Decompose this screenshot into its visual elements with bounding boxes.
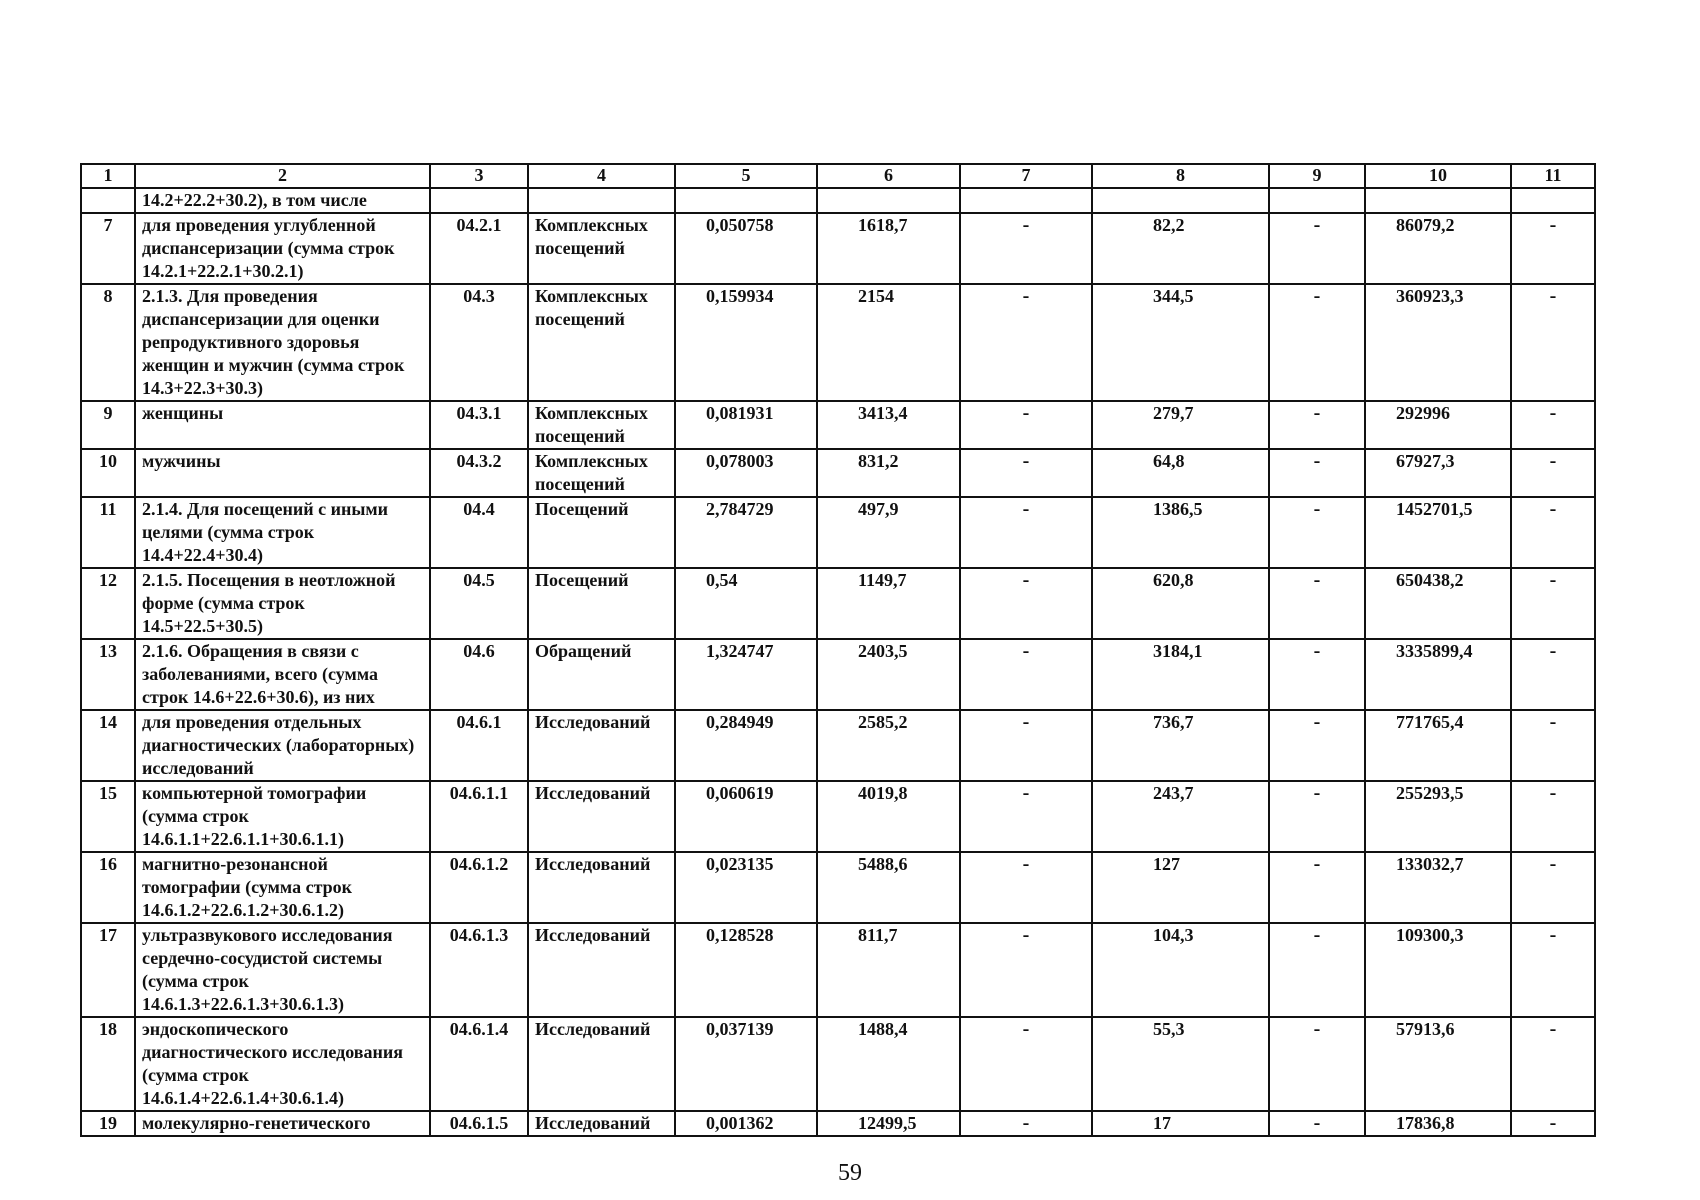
table-row [81,1111,1595,1136]
table-cell-col-11: - [1511,284,1595,401]
table-cell-col-11: - [1511,401,1595,449]
table-cell-col-2: 2.1.3. Для проведения диспансеризации для оценки репродуктивного здоровья женщин и мужчин (сумма строк 14.3+22.3+30.3) [135,284,430,401]
table-cell-col-6: 3413,4 [817,401,960,449]
column-number-10: 10 [1365,164,1511,188]
column-number-3: 3 [430,164,528,188]
table-cell-col-3: 04.5 [430,568,528,639]
table-cell-col-5: 0,159934 [675,284,817,401]
table-cell-col-4: Комплексных посещений [528,284,675,401]
table-row [81,449,1595,497]
table-cell-col-10: 1452701,5 [1365,497,1511,568]
table-cell-col-11: - [1511,710,1595,781]
table-cell-col-5: 0,050758 [675,213,817,284]
table-cell-col-11: - [1511,639,1595,710]
table-cell-col-8: 64,8 [1092,449,1269,497]
table-cell-col-2: для проведения углубленной диспансеризации (сумма строк 14.2.1+22.2.1+30.2.1) [135,213,430,284]
table-cell-col-3: 04.6 [430,639,528,710]
table-cell-col-3: 04.6.1.2 [430,852,528,923]
column-number-11: 11 [1511,164,1595,188]
table-cell-col-10: 771765,4 [1365,710,1511,781]
table-cell-col-5: 0,081931 [675,401,817,449]
column-number-5: 5 [675,164,817,188]
table-row [81,923,1595,1017]
table-cell-col-9: - [1269,781,1365,852]
column-number-2: 2 [135,164,430,188]
table-cell-col-5: 0,128528 [675,923,817,1017]
table-cell-col-7: - [960,710,1092,781]
table-cell-col-3: 04.3.2 [430,449,528,497]
table-cell-col-7 [960,188,1092,213]
column-number-row [81,164,1595,188]
table-cell-col-1 [81,188,135,213]
table-cell-col-7: - [960,568,1092,639]
table-row [81,497,1595,568]
table-cell-col-6: 12499,5 [817,1111,960,1136]
table-cell-col-4: Исследований [528,852,675,923]
table-cell-col-1: 16 [81,852,135,923]
table-cell-col-8: 17 [1092,1111,1269,1136]
table-cell-col-1: 10 [81,449,135,497]
table-cell-col-3: 04.4 [430,497,528,568]
table-cell-col-3: 04.6.1.3 [430,923,528,1017]
table-row [81,852,1595,923]
table-cell-col-8: 279,7 [1092,401,1269,449]
table-cell-col-6: 4019,8 [817,781,960,852]
table-cell-col-8: 620,8 [1092,568,1269,639]
table-cell-col-4 [528,188,675,213]
table-cell-col-1: 8 [81,284,135,401]
table-cell-col-11: - [1511,449,1595,497]
table-cell-col-9: - [1269,639,1365,710]
table-row [81,188,1595,213]
table-cell-col-9: - [1269,497,1365,568]
table-cell-col-4: Исследований [528,1111,675,1136]
table-cell-col-8: 736,7 [1092,710,1269,781]
table-cell-col-3: 04.6.1.5 [430,1111,528,1136]
table-cell-col-7: - [960,284,1092,401]
table-cell-col-3: 04.3 [430,284,528,401]
table-cell-col-9: - [1269,852,1365,923]
table-cell-col-9: - [1269,401,1365,449]
table-row [81,568,1595,639]
table-cell-col-1: 17 [81,923,135,1017]
table-cell-col-2: 2.1.5. Посещения в неотложной форме (сумма строк 14.5+22.5+30.5) [135,568,430,639]
table-cell-col-4: Комплексных посещений [528,401,675,449]
table-cell-col-8: 243,7 [1092,781,1269,852]
table-cell-col-5: 0,060619 [675,781,817,852]
table-cell-col-9: - [1269,1111,1365,1136]
table-cell-col-7: - [960,449,1092,497]
table-cell-col-2: ультразвукового исследования сердечно-сосудистой системы (сумма строк 14.6.1.3+22.6.1.3+30.6.1.3) [135,923,430,1017]
table-cell-col-6: 811,7 [817,923,960,1017]
table-cell-col-11: - [1511,923,1595,1017]
column-number-6: 6 [817,164,960,188]
table-cell-col-2: эндоскопического диагностического исследования (сумма строк 14.6.1.4+22.6.1.4+30.6.1.4) [135,1017,430,1111]
table-cell-col-10: 57913,6 [1365,1017,1511,1111]
table-cell-col-6: 5488,6 [817,852,960,923]
table-cell-col-2: 2.1.6. Обращения в связи с заболеваниями, всего (сумма строк 14.6+22.6+30.6), из них [135,639,430,710]
table-cell-col-8: 3184,1 [1092,639,1269,710]
table-cell-col-9: - [1269,1017,1365,1111]
table-cell-col-8: 104,3 [1092,923,1269,1017]
table-cell-col-4: Обращений [528,639,675,710]
table-row [81,639,1595,710]
table-cell-col-8: 55,3 [1092,1017,1269,1111]
table-cell-col-9: - [1269,710,1365,781]
table-cell-col-5: 0,284949 [675,710,817,781]
table-cell-col-9: - [1269,449,1365,497]
table-cell-col-4: Исследований [528,781,675,852]
table-cell-col-2: магнитно-резонансной томографии (сумма строк 14.6.1.2+22.6.1.2+30.6.1.2) [135,852,430,923]
table-cell-col-1: 14 [81,710,135,781]
table-row [81,710,1595,781]
table-cell-col-6: 1618,7 [817,213,960,284]
column-number-4: 4 [528,164,675,188]
table-cell-col-5: 2,784729 [675,497,817,568]
table-cell-col-11 [1511,188,1595,213]
table-cell-col-10: 86079,2 [1365,213,1511,284]
table-cell-col-1: 18 [81,1017,135,1111]
table-cell-col-11: - [1511,852,1595,923]
table-cell-col-9: - [1269,284,1365,401]
table-cell-col-1: 11 [81,497,135,568]
table-row [81,781,1595,852]
table-cell-col-2: 14.2+22.2+30.2), в том числе [135,188,430,213]
table-cell-col-3: 04.6.1 [430,710,528,781]
table-cell-col-2: компьютерной томографии (сумма строк 14.6.1.1+22.6.1.1+30.6.1.1) [135,781,430,852]
table-cell-col-7: - [960,497,1092,568]
table-cell-col-4: Исследований [528,1017,675,1111]
table-row [81,1017,1595,1111]
table-cell-col-10: 133032,7 [1365,852,1511,923]
table-cell-col-11: - [1511,497,1595,568]
table-cell-col-3 [430,188,528,213]
table-cell-col-1: 7 [81,213,135,284]
table-cell-col-9: - [1269,923,1365,1017]
table-cell-col-5: 0,001362 [675,1111,817,1136]
table-cell-col-7: - [960,401,1092,449]
table-cell-col-8: 1386,5 [1092,497,1269,568]
page-number: 59 [838,1160,862,1186]
table-cell-col-7: - [960,1111,1092,1136]
table-cell-col-11: - [1511,781,1595,852]
table-row [81,401,1595,449]
table-cell-col-11: - [1511,568,1595,639]
table-cell-col-6: 831,2 [817,449,960,497]
table-cell-col-7: - [960,213,1092,284]
table-cell-col-5: 0,037139 [675,1017,817,1111]
table-cell-col-9: - [1269,568,1365,639]
table-cell-col-1: 15 [81,781,135,852]
table-cell-col-4: Посещений [528,497,675,568]
column-number-8: 8 [1092,164,1269,188]
table-cell-col-10: 67927,3 [1365,449,1511,497]
table-cell-col-1: 19 [81,1111,135,1136]
table-cell-col-2: 2.1.4. Для посещений с иными целями (сумма строк 14.4+22.4+30.4) [135,497,430,568]
table-cell-col-5: 0,54 [675,568,817,639]
table-cell-col-6: 497,9 [817,497,960,568]
table-cell-col-1: 9 [81,401,135,449]
table-cell-col-10: 292996 [1365,401,1511,449]
table-cell-col-4: Комплексных посещений [528,449,675,497]
table-cell-col-10: 3335899,4 [1365,639,1511,710]
table-cell-col-3: 04.3.1 [430,401,528,449]
table-cell-col-6: 2585,2 [817,710,960,781]
table-cell-col-6 [817,188,960,213]
table-cell-col-5: 1,324747 [675,639,817,710]
table-cell-col-10 [1365,188,1511,213]
column-number-1: 1 [81,164,135,188]
table-cell-col-8 [1092,188,1269,213]
table-cell-col-1: 13 [81,639,135,710]
table-cell-col-7: - [960,923,1092,1017]
table-cell-col-5: 0,078003 [675,449,817,497]
table-cell-col-11: - [1511,1111,1595,1136]
column-number-7: 7 [960,164,1092,188]
table-cell-col-5 [675,188,817,213]
table-cell-col-8: 344,5 [1092,284,1269,401]
table-cell-col-6: 1488,4 [817,1017,960,1111]
table-cell-col-10: 109300,3 [1365,923,1511,1017]
table-cell-col-8: 82,2 [1092,213,1269,284]
table-cell-col-3: 04.6.1.1 [430,781,528,852]
data-table [80,163,1596,1137]
table-cell-col-11: - [1511,1017,1595,1111]
table-cell-col-9 [1269,188,1365,213]
table-cell-col-5: 0,023135 [675,852,817,923]
table-cell-col-4: Исследований [528,710,675,781]
column-number-9: 9 [1269,164,1365,188]
table-cell-col-1: 12 [81,568,135,639]
table-cell-col-7: - [960,639,1092,710]
table-row [81,213,1595,284]
table-cell-col-10: 650438,2 [1365,568,1511,639]
table-cell-col-2: молекулярно-генетического [135,1111,430,1136]
table-cell-col-9: - [1269,213,1365,284]
table-cell-col-3: 04.2.1 [430,213,528,284]
table-cell-col-2: для проведения отдельных диагностических (лабораторных) исследований [135,710,430,781]
table-cell-col-4: Посещений [528,568,675,639]
table-cell-col-7: - [960,781,1092,852]
table-cell-col-7: - [960,852,1092,923]
table-row [81,284,1595,401]
table-cell-col-6: 1149,7 [817,568,960,639]
table-cell-col-6: 2403,5 [817,639,960,710]
table-cell-col-3: 04.6.1.4 [430,1017,528,1111]
table-cell-col-8: 127 [1092,852,1269,923]
table-cell-col-4: Комплексных посещений [528,213,675,284]
table-cell-col-10: 255293,5 [1365,781,1511,852]
table-cell-col-2: мужчины [135,449,430,497]
table-cell-col-10: 17836,8 [1365,1111,1511,1136]
table-cell-col-7: - [960,1017,1092,1111]
table-cell-col-11: - [1511,213,1595,284]
table-cell-col-2: женщины [135,401,430,449]
table-cell-col-6: 2154 [817,284,960,401]
table-cell-col-10: 360923,3 [1365,284,1511,401]
table-cell-col-4: Исследований [528,923,675,1017]
